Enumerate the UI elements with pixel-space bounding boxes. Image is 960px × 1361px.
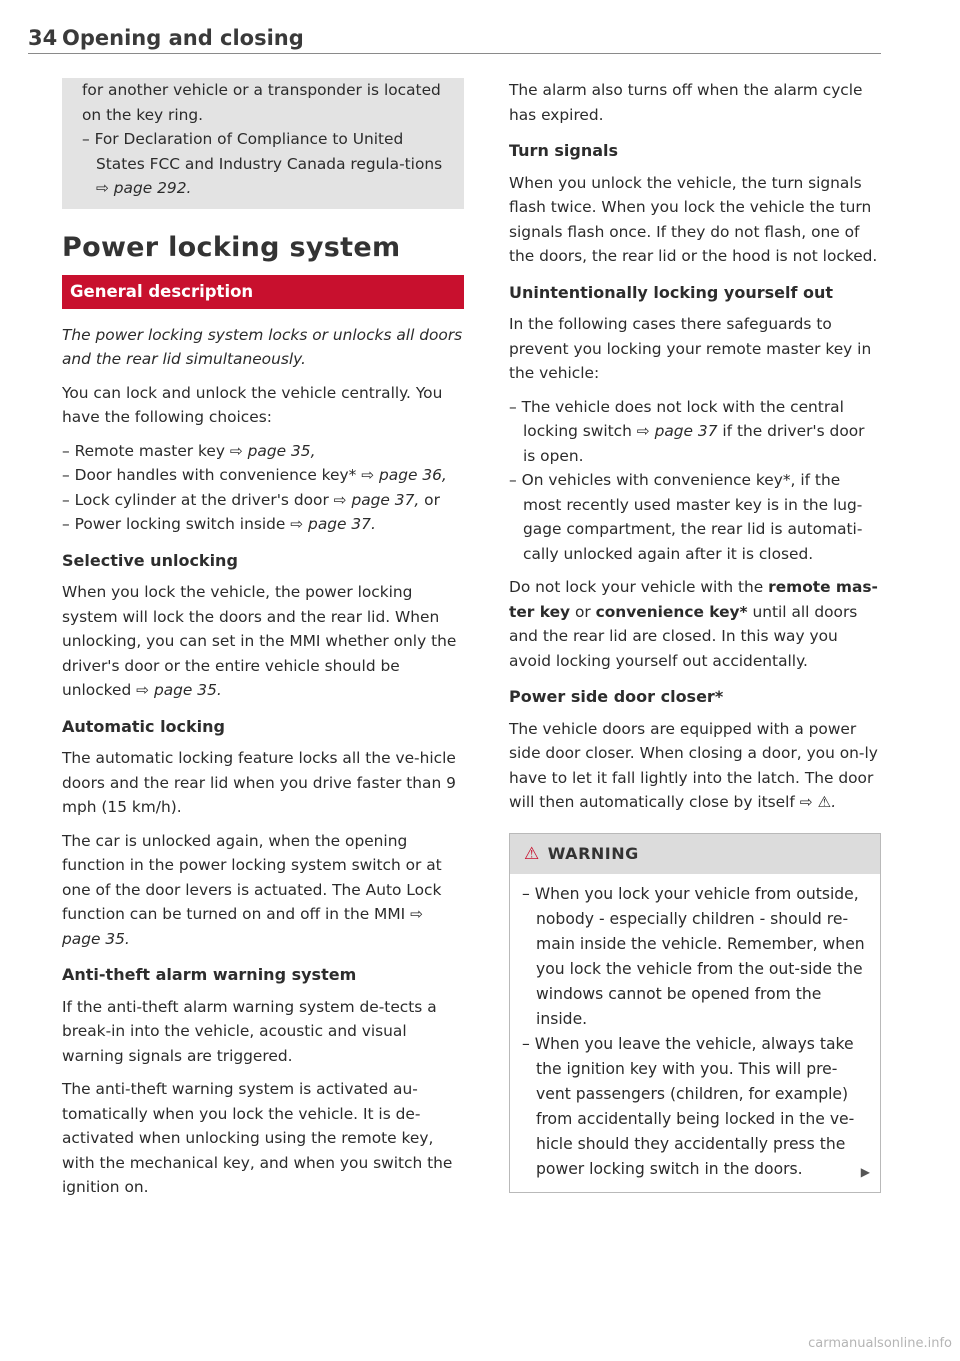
note-line: for another vehicle or a transponder is located on the key ring. (82, 81, 441, 124)
page-ref-link[interactable]: ⇨ page 37, (333, 490, 420, 509)
left-column (62, 78, 464, 1209)
alarm-text-2: The anti-theft warning system is activated au-tomatically when you lock the vehicle. It is de-activated when unlocking using the remote key, with the mechanical key, and when you switch the ignition on. (62, 1080, 453, 1196)
alarm-end-text: The alarm also turns off when the alarm cycle has expired. (509, 81, 863, 124)
page-ref-link[interactable]: ⇨ page 37. (290, 515, 376, 533)
turn-text: When you unlock the vehicle, the turn signals flash twice. When you lock the vehicle the turn signals flash once. If they do not flash, one of the doors, the rear lid or the hood is not locked. (509, 173, 878, 265)
page-ref-link[interactable]: ⇨ page 35. (62, 905, 423, 948)
warning-triangle-icon: ⚠ (524, 843, 540, 864)
alarm-text-1: If the anti-theft alarm warning system de-tects a break-in into the vehicle, acoustic and visual warning signals are triggered. (62, 997, 437, 1065)
heading-anti-theft: Anti-theft alarm warning system (62, 965, 357, 984)
unintentional-text: Do not lock your vehicle with the remote mas-ter key or convenience key* until all doors and the rear lid are closed. In this way you avoid locking yourself out accidentally. (509, 578, 878, 670)
warning-title: WARNING (547, 843, 639, 863)
unintentional-lead: In the following cases there safeguards to prevent you locking your remote master key in the vehicle: (509, 315, 872, 382)
page-ref-link[interactable]: ⇨ page 292. (96, 179, 192, 197)
unintentional-item: – The vehicle does not lock with the central locking switch ⇨ page 37 if the driver's door is open. (509, 397, 865, 465)
page-ref-link[interactable]: ⇨ page 35, (229, 441, 316, 460)
automatic-text-1: The automatic locking feature locks all the ve-hicle doors and the rear lid when you drive faster than 9 mph (15 km/h). (62, 749, 456, 816)
automatic-text-2: The car is unlocked again, when the opening function in the power locking system switch or at one of the door levers is actuated. The Auto Lock function can be turned on and off in the MMI ⇨ page 35. (62, 831, 442, 948)
note-box (62, 78, 464, 209)
choice-item: – Door handles with convenience key* ⇨ page 36, (62, 466, 447, 484)
heading-unintentional: Unintentionally locking yourself out (509, 282, 834, 302)
page-number: 34 (28, 26, 58, 50)
warning-body (510, 874, 880, 1186)
warning-ref-link[interactable]: ⇨ ⚠. (799, 793, 837, 811)
warning-header (510, 834, 880, 875)
section-heading: Power locking system (62, 231, 401, 263)
closer-text: The vehicle doors are equipped with a power side door closer. When closing a door, you on-ly have to let it fall lightly into the latch. The door will then automatically close by itself ⇨ ⚠. (509, 719, 878, 811)
heading-selective-unlocking: Selective unlocking (62, 550, 238, 570)
unintentional-item: – On vehicles with convenience key*, if the most recently used master key is in the lug-gage compartment, the rear lid is automati-cally unlocked again after it is closed. (509, 471, 863, 563)
subsection-banner: General description (62, 275, 464, 309)
header-rule (28, 53, 881, 54)
choice-item: – Remote master key ⇨ page 35, (62, 441, 316, 460)
intro-text: The power locking system locks or unlocks all doors and the rear lid simultaneously. (62, 325, 463, 368)
page-ref-link[interactable]: ⇨ page 37 (636, 422, 718, 440)
heading-turn-signals: Turn signals (509, 141, 619, 160)
heading-automatic-locking: Automatic locking (62, 716, 225, 736)
section-title: Opening and closing (62, 26, 304, 50)
note-item: – For Declaration of Compliance to United States FCC and Industry Canada regula-tions ⇨ page 292. (82, 130, 443, 197)
choice-item: – Power locking switch inside ⇨ page 37. (62, 515, 376, 533)
warning-item: – When you lock your vehicle from outside, nobody - especially children - should re-main inside the vehicle. Remember, when you lock the vehicle from the out-side the windows cannot be opened from the inside. (522, 885, 865, 1028)
warning-box (509, 833, 881, 1194)
heading-door-closer: Power side door closer* (509, 687, 724, 706)
continue-arrow-icon: ▶ (860, 1164, 870, 1179)
choice-item: – Lock cylinder at the driver's door ⇨ page 37, or (62, 490, 440, 509)
page-ref-link[interactable]: ⇨ page 35. (136, 681, 222, 699)
choices-lead: You can lock and unlock the vehicle centrally. You have the following choices: (62, 383, 443, 426)
warning-item: – When you leave the vehicle, always take the ignition key with you. This will pre-vent passengers (children, for example) from accidentally being locked in the ve-hicle should they accidentally press the power locking switch in the doors. (522, 1035, 855, 1178)
page-ref-link[interactable]: ⇨ page 36, (361, 466, 447, 484)
right-column (509, 78, 881, 1193)
selective-text: When you lock the vehicle, the power locking system will lock the doors and the rear lid. When unlocking, you can set in the MMI whether only the driver's door or the entire vehicle should be unlocked ⇨ page 35. (62, 583, 457, 699)
watermark: carmanualsonline.info (808, 1336, 952, 1351)
